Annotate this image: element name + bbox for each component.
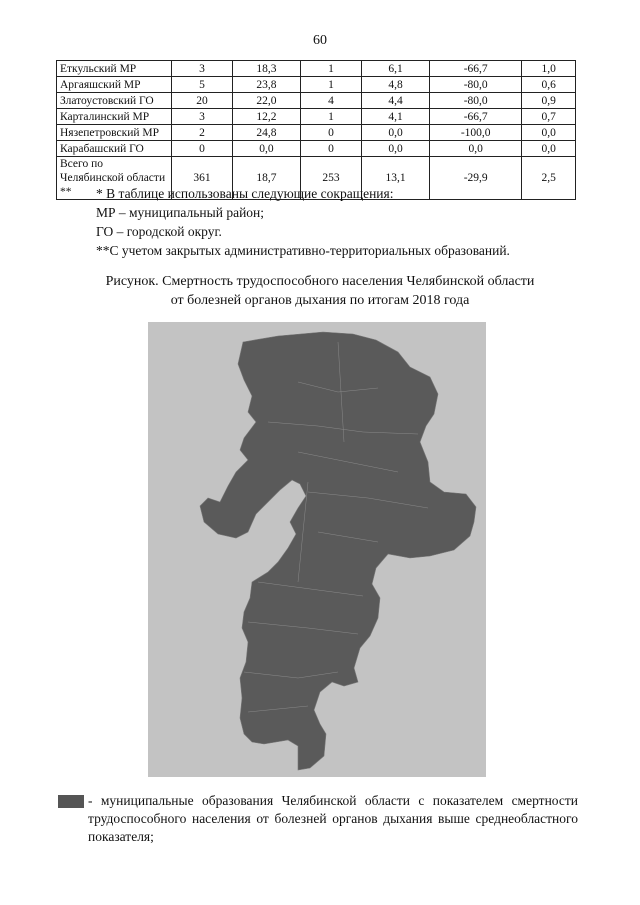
- table-row: [57, 77, 576, 93]
- table-cell-value: 6,1: [361, 61, 429, 77]
- table-cell-value: 4,1: [361, 109, 429, 125]
- legend-text: - муниципальные образования Челябинской области с показателем смертности трудоспособного населения от болезней органов дыхания выше среднеобластного показателя;: [88, 793, 578, 844]
- table-cell-value: 0,0: [361, 125, 429, 141]
- table-row: [57, 93, 576, 109]
- table-cell-value: -100,0: [430, 125, 522, 141]
- table-cell-value: -66,7: [430, 61, 522, 77]
- table-cell-name: Еткульский МР: [57, 61, 172, 77]
- table-total-value: -29,9: [430, 157, 522, 200]
- note-mr: МР – муниципальный район;: [96, 205, 265, 220]
- note-abbreviations: * В таблице использованы следующие сокращения:: [96, 186, 394, 201]
- table-cell-value: 3: [172, 61, 233, 77]
- table-row: [57, 125, 576, 141]
- table-cell-name: Карталинский МР: [57, 109, 172, 125]
- table-total-value: 253: [301, 157, 362, 200]
- caption-line-1: Рисунок. Смертность трудоспособного населения Челябинской области: [105, 274, 535, 289]
- table-cell-value: 0,0: [430, 141, 522, 157]
- legend-swatch: [58, 795, 84, 808]
- table-total-value: 13,1: [361, 157, 429, 200]
- table-cell-value: 0: [172, 141, 233, 157]
- table-cell-value: 1,0: [522, 61, 576, 77]
- region-map: [148, 322, 486, 777]
- table-total-name: Всего по Челябинской области **: [57, 157, 172, 200]
- table-row: [57, 141, 576, 157]
- caption-line-2: от болезней органов дыхания по итогам 2018 года: [170, 293, 470, 308]
- table-cell-value: 0,0: [361, 141, 429, 157]
- table-cell-value: 5: [172, 77, 233, 93]
- table-cell-value: 1: [301, 109, 362, 125]
- table-cell-value: 23,8: [232, 77, 300, 93]
- table-total-value: 361: [172, 157, 233, 200]
- note-zato: **С учетом закрытых административно-территориальных образований.: [96, 243, 510, 258]
- table-cell-name: Златоустовский ГО: [57, 93, 172, 109]
- table-row: [57, 109, 576, 125]
- table-cell-value: 3: [172, 109, 233, 125]
- table-cell-value: 0,6: [522, 77, 576, 93]
- mortality-table: [56, 60, 576, 200]
- table-cell-value: 4,4: [361, 93, 429, 109]
- table-cell-value: 0,9: [522, 93, 576, 109]
- table-cell-value: 0,0: [232, 141, 300, 157]
- region-map-svg: [148, 322, 486, 777]
- figure-caption: [0, 272, 640, 310]
- table-cell-value: 18,3: [232, 61, 300, 77]
- table-notes: [96, 184, 510, 260]
- table-cell-value: 12,2: [232, 109, 300, 125]
- table-cell-value: 20: [172, 93, 233, 109]
- table-cell-value: 4,8: [361, 77, 429, 93]
- table-total-value: 18,7: [232, 157, 300, 200]
- map-region-shape: [200, 332, 476, 770]
- table-row: [57, 61, 576, 77]
- table-cell-value: 2: [172, 125, 233, 141]
- table-cell-value: 1: [301, 77, 362, 93]
- table-cell-value: 1: [301, 61, 362, 77]
- table-cell-value: 0: [301, 141, 362, 157]
- table-cell-value: 22,0: [232, 93, 300, 109]
- table-cell-name: Карабашский ГО: [57, 141, 172, 157]
- table-cell-value: -66,7: [430, 109, 522, 125]
- map-legend: [58, 792, 578, 846]
- page-number: 60: [313, 33, 327, 48]
- note-go: ГО – городской округ.: [96, 224, 222, 239]
- table-cell-name: Нязепетровский МР: [57, 125, 172, 141]
- table-cell-name: Аргаяшский МР: [57, 77, 172, 93]
- table-cell-value: -80,0: [430, 93, 522, 109]
- table-cell-value: 24,8: [232, 125, 300, 141]
- table-cell-value: 4: [301, 93, 362, 109]
- table-cell-value: -80,0: [430, 77, 522, 93]
- table-cell-value: 0,7: [522, 109, 576, 125]
- table-total-value: 2,5: [522, 157, 576, 200]
- table-cell-value: 0,0: [522, 125, 576, 141]
- table-cell-value: 0,0: [522, 141, 576, 157]
- table-cell-value: 0: [301, 125, 362, 141]
